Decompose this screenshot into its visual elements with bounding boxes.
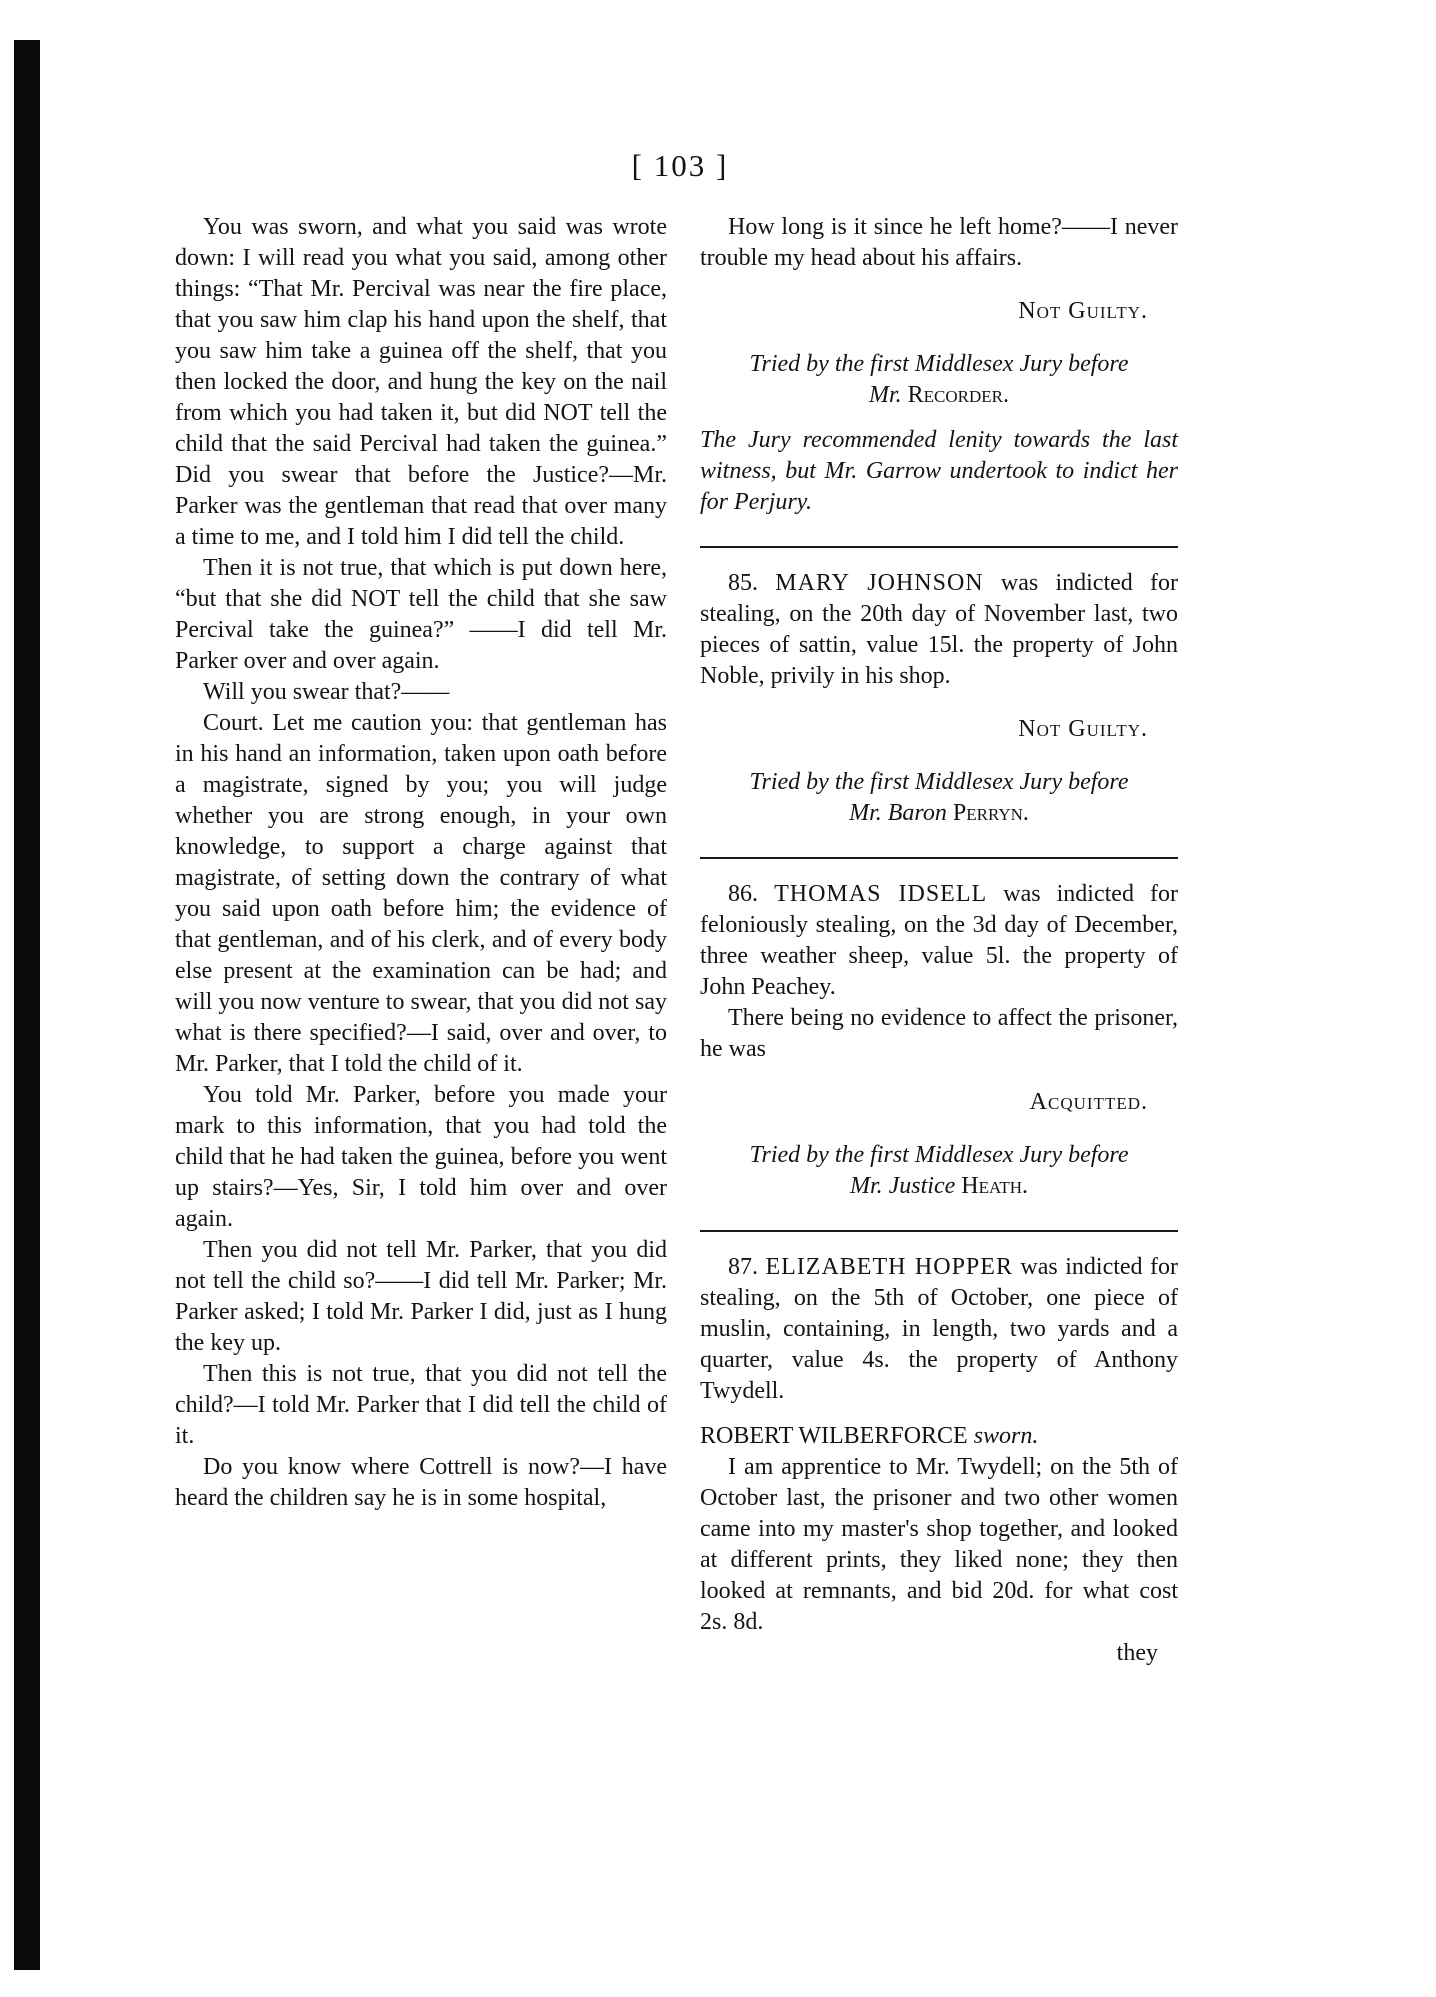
verdict: Not Guilty.	[1018, 716, 1148, 742]
tried-by-note: Tried by the first Middlesex Jury before Mr. Recorder.	[749, 351, 1129, 408]
case-86: 86. THOMAS IDSELL was indicted for feloniously stealing, on the 3d day of December, three weather sheep, value 5l. the property of John Peachey.	[700, 881, 1178, 1000]
witness-heading: ROBERT WILBERFORCE sworn.	[700, 1423, 1039, 1449]
divider	[700, 546, 1178, 548]
paragraph: How long is it since he left home?——I never trouble my head about his affairs.	[700, 214, 1178, 271]
paragraph: You was sworn, and what you said was wrote down: I will read you what you said, among other things: “That Mr. Percival was near the fire place, that you saw him clap his hand upon the shelf, that you saw him take a guinea off the shelf, that you then locked the door, and hung the key on the nail from which you had taken it, but did NOT tell the child that the said Percival had taken the guinea.” Did you swear that before the Justice?—Mr. Parker was the gentleman that read that over many a time to me, and I told him I did tell the child.	[175, 214, 667, 550]
binding-edge	[14, 40, 40, 1970]
right-column	[700, 212, 1178, 1669]
catchword: they	[1116, 1640, 1158, 1666]
divider	[700, 1230, 1178, 1232]
tried-by-note: Tried by the first Middlesex Jury before Mr. Justice Heath.	[749, 1142, 1129, 1199]
page-number: [ 103 ]	[631, 148, 729, 183]
divider	[700, 857, 1178, 859]
jury-note: The Jury recommended lenity towards the last witness, but Mr. Garrow undertook to indict her for Perjury.	[700, 427, 1178, 515]
tried-by-note: Tried by the first Middlesex Jury before Mr. Baron Perryn.	[749, 769, 1129, 826]
paragraph: Then this is not true, that you did not tell the child?—I told Mr. Parker that I did tell the child of it.	[175, 1361, 667, 1449]
paragraph: There being no evidence to affect the prisoner, he was	[700, 1005, 1178, 1062]
paragraph: You told Mr. Parker, before you made your mark to this information, that you had told the child that he had taken the guinea, before you went up stairs?—Yes, Sir, I told him over and over again.	[175, 1082, 667, 1232]
verdict: Not Guilty.	[1018, 298, 1148, 324]
case-85: 85. MARY JOHNSON was indicted for stealing, on the 20th day of November last, two pieces of sattin, value 15l. the property of John Noble, privily in his shop.	[700, 570, 1178, 689]
paragraph: Do you know where Cottrell is now?—I have heard the children say he is in some hospital,	[175, 1454, 667, 1511]
paragraph: I am apprentice to Mr. Twydell; on the 5th of October last, the prisoner and two other women came into my master's shop together, and looked at different prints, they liked none; they then looked at remnants, and bid 20d. for what cost 2s. 8d.	[700, 1454, 1178, 1635]
paragraph: Court. Let me caution you: that gentleman has in his hand an information, taken upon oath before a magistrate, signed by you; you will judge whether you are strong enough, in your own knowledge, to support a charge against that magistrate, of setting down the contrary of what you said upon oath before him; the evidence of that gentleman, and of his clerk, and of every body else present at the examination can be had; and will you now venture to swear, that you did not say what is there specified?—I said, over and over, to Mr. Parker, that I told the child of it.	[175, 710, 667, 1077]
case-87: 87. ELIZABETH HOPPER was indicted for stealing, on the 5th of October, one piece of muslin, containing, in length, two yards and a quarter, value 4s. the property of Anthony Twydell.	[700, 1254, 1178, 1404]
verdict: Acquitted.	[1029, 1089, 1148, 1115]
paragraph: Then you did not tell Mr. Parker, that you did not tell the child so?——I did tell Mr. Parker; Mr. Parker asked; I told Mr. Parker I did, just as I hung the key up.	[175, 1237, 667, 1356]
paragraph: Then it is not true, that which is put down here, “but that she did NOT tell the child that she saw Percival take the guinea?” ——I did tell Mr. Parker over and over again.	[175, 555, 667, 674]
left-column	[175, 212, 667, 1514]
paragraph: Will you swear that?——	[203, 679, 450, 705]
